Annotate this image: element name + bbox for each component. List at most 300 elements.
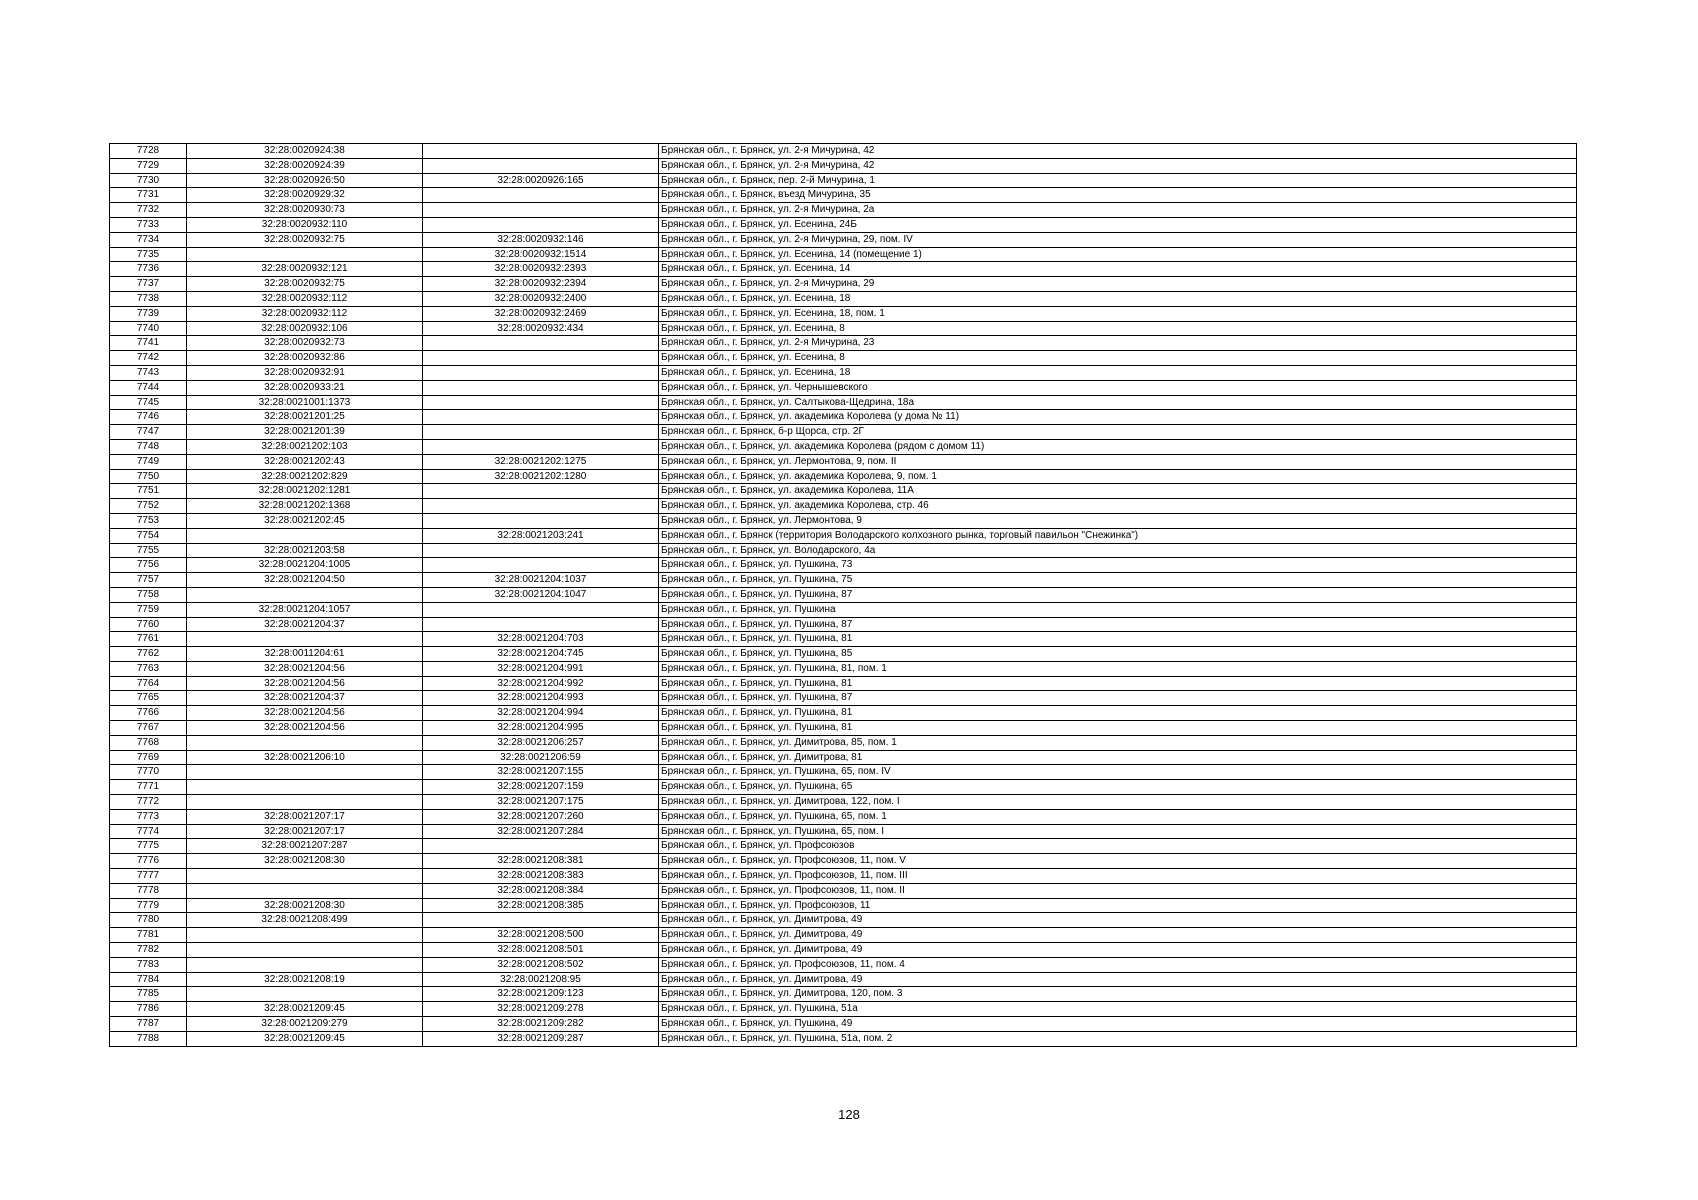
row-number-cell: 7737 — [110, 277, 187, 292]
object-cadastral-number-cell — [423, 217, 659, 232]
land-cadastral-number-cell: 32:28:0021208:30 — [187, 898, 423, 913]
row-number-cell: 7729 — [110, 158, 187, 173]
row-number-cell: 7764 — [110, 676, 187, 691]
table-row — [110, 957, 1577, 972]
land-cadastral-number-cell: 32:28:0020932:75 — [187, 232, 423, 247]
object-cadastral-number-cell: 32:28:0021202:1280 — [423, 469, 659, 484]
address-cell: Брянская обл., г. Брянск, ул. Есенина, 24Б — [659, 217, 1577, 232]
table-row — [110, 765, 1577, 780]
address-cell: Брянская обл., г. Брянск, ул. Димитрова, 120, пом. 3 — [659, 987, 1577, 1002]
object-cadastral-number-cell: 32:28:0021208:501 — [423, 943, 659, 958]
address-cell: Брянская обл., г. Брянск, ул. Пушкина, 65 — [659, 780, 1577, 795]
land-cadastral-number-cell: 32:28:0021204:1057 — [187, 602, 423, 617]
address-cell: Брянская обл., г. Брянск, ул. 2-я Мичурина, 29, пом. IV — [659, 232, 1577, 247]
object-cadastral-number-cell — [423, 336, 659, 351]
object-cadastral-number-cell: 32:28:0021204:992 — [423, 676, 659, 691]
land-cadastral-number-cell — [187, 587, 423, 602]
table-row — [110, 750, 1577, 765]
object-cadastral-number-cell — [423, 158, 659, 173]
object-cadastral-number-cell: 32:28:0021206:257 — [423, 735, 659, 750]
row-number-cell: 7788 — [110, 1031, 187, 1046]
address-cell: Брянская обл., г. Брянск, ул. Пушкина, 65, пом. IV — [659, 765, 1577, 780]
address-cell: Брянская обл., г. Брянск, ул. 2-я Мичурина, 29 — [659, 277, 1577, 292]
address-cell: Брянская обл., г. Брянск, ул. Димитрова, 49 — [659, 913, 1577, 928]
object-cadastral-number-cell — [423, 380, 659, 395]
address-cell: Брянская обл., г. Брянск, ул. Лермонтова, 9, пом. II — [659, 454, 1577, 469]
table-row — [110, 839, 1577, 854]
table-row — [110, 883, 1577, 898]
object-cadastral-number-cell: 32:28:0021207:175 — [423, 795, 659, 810]
land-cadastral-number-cell: 32:28:0021207:287 — [187, 839, 423, 854]
object-cadastral-number-cell: 32:28:0021209:123 — [423, 987, 659, 1002]
table-row — [110, 706, 1577, 721]
object-cadastral-number-cell: 32:28:0021206:59 — [423, 750, 659, 765]
row-number-cell: 7747 — [110, 425, 187, 440]
object-cadastral-number-cell: 32:28:0021204:993 — [423, 691, 659, 706]
row-number-cell: 7772 — [110, 795, 187, 810]
land-cadastral-number-cell: 32:28:0020933:21 — [187, 380, 423, 395]
table-row — [110, 351, 1577, 366]
table-row — [110, 558, 1577, 573]
land-cadastral-number-cell: 32:28:0021204:56 — [187, 721, 423, 736]
row-number-cell: 7771 — [110, 780, 187, 795]
land-cadastral-number-cell — [187, 528, 423, 543]
row-number-cell: 7745 — [110, 395, 187, 410]
address-cell: Брянская обл., г. Брянск, ул. Лермонтова, 9 — [659, 513, 1577, 528]
land-cadastral-number-cell: 32:28:0011204:61 — [187, 647, 423, 662]
row-number-cell: 7762 — [110, 647, 187, 662]
table-row — [110, 306, 1577, 321]
object-cadastral-number-cell: 32:28:0021209:287 — [423, 1031, 659, 1046]
address-cell: Брянская обл., г. Брянск, ул. Есенина, 18, пом. 1 — [659, 306, 1577, 321]
row-number-cell: 7781 — [110, 928, 187, 943]
land-cadastral-number-cell: 32:28:0021202:1368 — [187, 499, 423, 514]
address-cell: Брянская обл., г. Брянск, ул. Пушкина, 81 — [659, 721, 1577, 736]
land-cadastral-number-cell: 32:28:0020932:75 — [187, 277, 423, 292]
row-number-cell: 7754 — [110, 528, 187, 543]
page-number: 128 — [838, 1107, 860, 1122]
address-cell: Брянская обл., г. Брянск, ул. Салтыкова-Щедрина, 18а — [659, 395, 1577, 410]
row-number-cell: 7731 — [110, 188, 187, 203]
land-cadastral-number-cell: 32:28:0021207:17 — [187, 809, 423, 824]
row-number-cell: 7751 — [110, 484, 187, 499]
address-cell: Брянская обл., г. Брянск, ул. Пушкина, 73 — [659, 558, 1577, 573]
land-cadastral-number-cell: 32:28:0020932:91 — [187, 365, 423, 380]
row-number-cell: 7776 — [110, 854, 187, 869]
table-row — [110, 439, 1577, 454]
table-row — [110, 365, 1577, 380]
row-number-cell: 7770 — [110, 765, 187, 780]
object-cadastral-number-cell: 32:28:0021204:994 — [423, 706, 659, 721]
table-row — [110, 854, 1577, 869]
address-cell: Брянская обл., г. Брянск, ул. 2-я Мичурина, 42 — [659, 158, 1577, 173]
table-row — [110, 425, 1577, 440]
address-cell: Брянская обл., г. Брянск, ул. Профсоюзов — [659, 839, 1577, 854]
table-row — [110, 602, 1577, 617]
land-cadastral-number-cell: 32:28:0021202:43 — [187, 454, 423, 469]
land-cadastral-number-cell: 32:28:0020932:121 — [187, 262, 423, 277]
land-cadastral-number-cell: 32:28:0021206:10 — [187, 750, 423, 765]
registry-table-body — [110, 144, 1577, 1047]
row-number-cell: 7742 — [110, 351, 187, 366]
row-number-cell: 7761 — [110, 632, 187, 647]
table-row — [110, 1002, 1577, 1017]
row-number-cell: 7744 — [110, 380, 187, 395]
land-cadastral-number-cell: 32:28:0020926:50 — [187, 173, 423, 188]
object-cadastral-number-cell: 32:28:0021204:703 — [423, 632, 659, 647]
table-row — [110, 513, 1577, 528]
address-cell: Брянская обл., г. Брянск, ул. Пушкина, 65, пом. 1 — [659, 809, 1577, 824]
address-cell: Брянская обл., г. Брянск, ул. Димитрова, 49 — [659, 943, 1577, 958]
object-cadastral-number-cell — [423, 839, 659, 854]
table-row — [110, 188, 1577, 203]
table-row — [110, 795, 1577, 810]
address-cell: Брянская обл., г. Брянск, ул. Пушкина, 81 — [659, 632, 1577, 647]
row-number-cell: 7730 — [110, 173, 187, 188]
land-cadastral-number-cell: 32:28:0021209:45 — [187, 1031, 423, 1046]
row-number-cell: 7773 — [110, 809, 187, 824]
land-cadastral-number-cell: 32:28:0021208:30 — [187, 854, 423, 869]
land-cadastral-number-cell — [187, 957, 423, 972]
land-cadastral-number-cell: 32:28:0020932:110 — [187, 217, 423, 232]
row-number-cell: 7777 — [110, 869, 187, 884]
table-row — [110, 972, 1577, 987]
row-number-cell: 7746 — [110, 410, 187, 425]
object-cadastral-number-cell: 32:28:0021207:284 — [423, 824, 659, 839]
row-number-cell: 7734 — [110, 232, 187, 247]
land-cadastral-number-cell — [187, 632, 423, 647]
row-number-cell: 7766 — [110, 706, 187, 721]
address-cell: Брянская обл., г. Брянск, ул. Володарского, 4а — [659, 543, 1577, 558]
row-number-cell: 7768 — [110, 735, 187, 750]
object-cadastral-number-cell: 32:28:0021208:502 — [423, 957, 659, 972]
row-number-cell: 7743 — [110, 365, 187, 380]
object-cadastral-number-cell — [423, 558, 659, 573]
address-cell: Брянская обл., г. Брянск, ул. Профсоюзов, 11, пом. V — [659, 854, 1577, 869]
row-number-cell: 7756 — [110, 558, 187, 573]
object-cadastral-number-cell: 32:28:0021207:159 — [423, 780, 659, 795]
table-row — [110, 573, 1577, 588]
address-cell: Брянская обл., г. Брянск, ул. Димитрова, 122, пом. I — [659, 795, 1577, 810]
address-cell: Брянская обл., г. Брянск, ул. Пушкина, 85 — [659, 647, 1577, 662]
address-cell: Брянская обл., г. Брянск, ул. Пушкина, 87 — [659, 587, 1577, 602]
land-cadastral-number-cell — [187, 765, 423, 780]
table-row — [110, 528, 1577, 543]
address-cell: Брянская обл., г. Брянск, въезд Мичурина, 35 — [659, 188, 1577, 203]
table-row — [110, 647, 1577, 662]
table-row — [110, 928, 1577, 943]
row-number-cell: 7728 — [110, 144, 187, 159]
row-number-cell: 7760 — [110, 617, 187, 632]
land-cadastral-number-cell — [187, 987, 423, 1002]
address-cell: Брянская обл., г. Брянск, ул. академика Королева (у дома № 11) — [659, 410, 1577, 425]
land-cadastral-number-cell: 32:28:0021203:58 — [187, 543, 423, 558]
table-row — [110, 217, 1577, 232]
row-number-cell: 7757 — [110, 573, 187, 588]
table-row — [110, 587, 1577, 602]
object-cadastral-number-cell: 32:28:0021204:745 — [423, 647, 659, 662]
object-cadastral-number-cell: 32:28:0021208:381 — [423, 854, 659, 869]
address-cell: Брянская обл., г. Брянск (территория Володарского колхозного рынка, торговый павильон "Снежинка") — [659, 528, 1577, 543]
object-cadastral-number-cell: 32:28:0021202:1275 — [423, 454, 659, 469]
land-cadastral-number-cell: 32:28:0021202:103 — [187, 439, 423, 454]
land-cadastral-number-cell: 32:28:0020924:38 — [187, 144, 423, 159]
object-cadastral-number-cell: 32:28:0021204:991 — [423, 661, 659, 676]
row-number-cell: 7775 — [110, 839, 187, 854]
table-row — [110, 262, 1577, 277]
object-cadastral-number-cell: 32:28:0021209:282 — [423, 1017, 659, 1032]
land-cadastral-number-cell: 32:28:0021204:37 — [187, 691, 423, 706]
row-number-cell: 7784 — [110, 972, 187, 987]
table-row — [110, 898, 1577, 913]
row-number-cell: 7750 — [110, 469, 187, 484]
address-cell: Брянская обл., г. Брянск, ул. Димитрова, 49 — [659, 972, 1577, 987]
row-number-cell: 7749 — [110, 454, 187, 469]
table-row — [110, 499, 1577, 514]
table-row — [110, 291, 1577, 306]
row-number-cell: 7782 — [110, 943, 187, 958]
address-cell: Брянская обл., г. Брянск, ул. Есенина, 14 — [659, 262, 1577, 277]
row-number-cell: 7786 — [110, 1002, 187, 1017]
address-cell: Брянская обл., г. Брянск, ул. Есенина, 18 — [659, 291, 1577, 306]
object-cadastral-number-cell — [423, 410, 659, 425]
row-number-cell: 7753 — [110, 513, 187, 528]
row-number-cell: 7778 — [110, 883, 187, 898]
table-row — [110, 780, 1577, 795]
table-row — [110, 661, 1577, 676]
object-cadastral-number-cell — [423, 602, 659, 617]
address-cell: Брянская обл., г. Брянск, ул. Пушкина, 51а, пом. 2 — [659, 1031, 1577, 1046]
object-cadastral-number-cell — [423, 484, 659, 499]
row-number-cell: 7783 — [110, 957, 187, 972]
row-number-cell: 7735 — [110, 247, 187, 262]
object-cadastral-number-cell: 32:28:0020932:2400 — [423, 291, 659, 306]
land-cadastral-number-cell — [187, 735, 423, 750]
table-row — [110, 632, 1577, 647]
row-number-cell: 7787 — [110, 1017, 187, 1032]
land-cadastral-number-cell — [187, 780, 423, 795]
object-cadastral-number-cell: 32:28:0020932:2394 — [423, 277, 659, 292]
address-cell: Брянская обл., г. Брянск, пер. 2-й Мичурина, 1 — [659, 173, 1577, 188]
address-cell: Брянская обл., г. Брянск, ул. Пушкина, 49 — [659, 1017, 1577, 1032]
row-number-cell: 7765 — [110, 691, 187, 706]
address-cell: Брянская обл., г. Брянск, ул. Пушкина, 81, пом. 1 — [659, 661, 1577, 676]
row-number-cell: 7739 — [110, 306, 187, 321]
land-cadastral-number-cell — [187, 943, 423, 958]
object-cadastral-number-cell — [423, 395, 659, 410]
land-cadastral-number-cell: 32:28:0021208:499 — [187, 913, 423, 928]
table-row — [110, 158, 1577, 173]
land-cadastral-number-cell: 32:28:0021001:1373 — [187, 395, 423, 410]
land-cadastral-number-cell: 32:28:0020924:39 — [187, 158, 423, 173]
row-number-cell: 7758 — [110, 587, 187, 602]
address-cell: Брянская обл., г. Брянск, ул. академика Королева (рядом с домом 11) — [659, 439, 1577, 454]
land-cadastral-number-cell: 32:28:0020932:112 — [187, 306, 423, 321]
address-cell: Брянская обл., г. Брянск, ул. академика Королева, стр. 46 — [659, 499, 1577, 514]
table-row — [110, 336, 1577, 351]
land-cadastral-number-cell: 32:28:0021204:56 — [187, 676, 423, 691]
address-cell: Брянская обл., г. Брянск, ул. Есенина, 8 — [659, 351, 1577, 366]
land-cadastral-number-cell: 32:28:0021204:1005 — [187, 558, 423, 573]
address-cell: Брянская обл., г. Брянск, ул. академика Королева, 11А — [659, 484, 1577, 499]
address-cell: Брянская обл., г. Брянск, ул. Есенина, 18 — [659, 365, 1577, 380]
table-row — [110, 232, 1577, 247]
table-row — [110, 144, 1577, 159]
row-number-cell: 7785 — [110, 987, 187, 1002]
address-cell: Брянская обл., г. Брянск, ул. Профсоюзов, 11, пом. II — [659, 883, 1577, 898]
object-cadastral-number-cell — [423, 144, 659, 159]
land-cadastral-number-cell: 32:28:0021201:25 — [187, 410, 423, 425]
row-number-cell: 7780 — [110, 913, 187, 928]
land-cadastral-number-cell: 32:28:0020932:106 — [187, 321, 423, 336]
row-number-cell: 7733 — [110, 217, 187, 232]
object-cadastral-number-cell: 32:28:0021204:1037 — [423, 573, 659, 588]
land-cadastral-number-cell — [187, 795, 423, 810]
address-cell: Брянская обл., г. Брянск, ул. Пушкина, 51а — [659, 1002, 1577, 1017]
address-cell: Брянская обл., г. Брянск, ул. Пушкина, 65, пом. I — [659, 824, 1577, 839]
address-cell: Брянская обл., г. Брянск, ул. Есенина, 8 — [659, 321, 1577, 336]
object-cadastral-number-cell — [423, 513, 659, 528]
row-number-cell: 7732 — [110, 203, 187, 218]
table-row — [110, 943, 1577, 958]
land-cadastral-number-cell: 32:28:0021202:829 — [187, 469, 423, 484]
row-number-cell: 7755 — [110, 543, 187, 558]
object-cadastral-number-cell — [423, 913, 659, 928]
object-cadastral-number-cell — [423, 351, 659, 366]
address-cell: Брянская обл., г. Брянск, б-р Щорса, стр. 2Г — [659, 425, 1577, 440]
object-cadastral-number-cell — [423, 439, 659, 454]
land-cadastral-number-cell: 32:28:0021204:56 — [187, 706, 423, 721]
table-row — [110, 454, 1577, 469]
row-number-cell: 7779 — [110, 898, 187, 913]
table-row — [110, 543, 1577, 558]
land-cadastral-number-cell: 32:28:0021202:1281 — [187, 484, 423, 499]
table-row — [110, 617, 1577, 632]
object-cadastral-number-cell: 32:28:0020932:1514 — [423, 247, 659, 262]
object-cadastral-number-cell: 32:28:0021208:500 — [423, 928, 659, 943]
address-cell: Брянская обл., г. Брянск, ул. Пушкина, 81 — [659, 676, 1577, 691]
address-cell: Брянская обл., г. Брянск, ул. Чернышевского — [659, 380, 1577, 395]
land-cadastral-number-cell — [187, 928, 423, 943]
object-cadastral-number-cell — [423, 617, 659, 632]
object-cadastral-number-cell: 32:28:0021208:385 — [423, 898, 659, 913]
land-cadastral-number-cell: 32:28:0020929:32 — [187, 188, 423, 203]
table-row — [110, 913, 1577, 928]
address-cell: Брянская обл., г. Брянск, ул. Есенина, 14 (помещение 1) — [659, 247, 1577, 262]
table-row — [110, 869, 1577, 884]
table-row — [110, 380, 1577, 395]
object-cadastral-number-cell: 32:28:0020932:2469 — [423, 306, 659, 321]
row-number-cell: 7769 — [110, 750, 187, 765]
address-cell: Брянская обл., г. Брянск, ул. Пушкина, 81 — [659, 706, 1577, 721]
object-cadastral-number-cell — [423, 499, 659, 514]
land-cadastral-number-cell: 32:28:0021201:39 — [187, 425, 423, 440]
land-cadastral-number-cell: 32:28:0020932:112 — [187, 291, 423, 306]
object-cadastral-number-cell: 32:28:0021208:384 — [423, 883, 659, 898]
land-cadastral-number-cell — [187, 247, 423, 262]
object-cadastral-number-cell: 32:28:0021208:383 — [423, 869, 659, 884]
address-cell: Брянская обл., г. Брянск, ул. Пушкина, 75 — [659, 573, 1577, 588]
address-cell: Брянская обл., г. Брянск, ул. Пушкина, 87 — [659, 691, 1577, 706]
object-cadastral-number-cell: 32:28:0021204:995 — [423, 721, 659, 736]
table-row — [110, 1017, 1577, 1032]
land-cadastral-number-cell: 32:28:0021208:19 — [187, 972, 423, 987]
object-cadastral-number-cell: 32:28:0021203:241 — [423, 528, 659, 543]
table-row — [110, 1031, 1577, 1046]
object-cadastral-number-cell: 32:28:0021204:1047 — [423, 587, 659, 602]
address-cell: Брянская обл., г. Брянск, ул. Димитрова, 85, пом. 1 — [659, 735, 1577, 750]
row-number-cell: 7767 — [110, 721, 187, 736]
table-row — [110, 410, 1577, 425]
object-cadastral-number-cell — [423, 425, 659, 440]
address-cell: Брянская обл., г. Брянск, ул. Димитрова, 49 — [659, 928, 1577, 943]
registry-table — [109, 143, 1577, 1047]
table-row — [110, 203, 1577, 218]
address-cell: Брянская обл., г. Брянск, ул. Профсоюзов, 11, пом. III — [659, 869, 1577, 884]
land-cadastral-number-cell: 32:28:0021207:17 — [187, 824, 423, 839]
land-cadastral-number-cell — [187, 869, 423, 884]
object-cadastral-number-cell — [423, 543, 659, 558]
object-cadastral-number-cell: 32:28:0021209:278 — [423, 1002, 659, 1017]
row-number-cell: 7738 — [110, 291, 187, 306]
land-cadastral-number-cell: 32:28:0021204:56 — [187, 661, 423, 676]
table-row — [110, 721, 1577, 736]
object-cadastral-number-cell: 32:28:0020932:2393 — [423, 262, 659, 277]
land-cadastral-number-cell: 32:28:0021209:45 — [187, 1002, 423, 1017]
land-cadastral-number-cell: 32:28:0021204:37 — [187, 617, 423, 632]
address-cell: Брянская обл., г. Брянск, ул. Димитрова, 81 — [659, 750, 1577, 765]
table-row — [110, 824, 1577, 839]
object-cadastral-number-cell: 32:28:0021208:95 — [423, 972, 659, 987]
object-cadastral-number-cell: 32:28:0020926:165 — [423, 173, 659, 188]
table-row — [110, 277, 1577, 292]
address-cell: Брянская обл., г. Брянск, ул. академика Королева, 9, пом. 1 — [659, 469, 1577, 484]
object-cadastral-number-cell: 32:28:0021207:260 — [423, 809, 659, 824]
address-cell: Брянская обл., г. Брянск, ул. 2-я Мичурина, 42 — [659, 144, 1577, 159]
row-number-cell: 7752 — [110, 499, 187, 514]
table-row — [110, 173, 1577, 188]
address-cell: Брянская обл., г. Брянск, ул. Пушкина — [659, 602, 1577, 617]
object-cadastral-number-cell: 32:28:0020932:146 — [423, 232, 659, 247]
object-cadastral-number-cell: 32:28:0021207:155 — [423, 765, 659, 780]
object-cadastral-number-cell — [423, 365, 659, 380]
row-number-cell: 7736 — [110, 262, 187, 277]
land-cadastral-number-cell: 32:28:0021209:279 — [187, 1017, 423, 1032]
object-cadastral-number-cell — [423, 203, 659, 218]
object-cadastral-number-cell — [423, 188, 659, 203]
row-number-cell: 7774 — [110, 824, 187, 839]
land-cadastral-number-cell: 32:28:0020930:73 — [187, 203, 423, 218]
address-cell: Брянская обл., г. Брянск, ул. Пушкина, 87 — [659, 617, 1577, 632]
land-cadastral-number-cell: 32:28:0021202:45 — [187, 513, 423, 528]
table-row — [110, 691, 1577, 706]
land-cadastral-number-cell: 32:28:0021204:50 — [187, 573, 423, 588]
row-number-cell: 7741 — [110, 336, 187, 351]
table-row — [110, 247, 1577, 262]
table-row — [110, 987, 1577, 1002]
row-number-cell: 7748 — [110, 439, 187, 454]
address-cell: Брянская обл., г. Брянск, ул. 2-я Мичурина, 2а — [659, 203, 1577, 218]
table-row — [110, 321, 1577, 336]
row-number-cell: 7763 — [110, 661, 187, 676]
land-cadastral-number-cell — [187, 883, 423, 898]
table-row — [110, 809, 1577, 824]
address-cell: Брянская обл., г. Брянск, ул. 2-я Мичурина, 23 — [659, 336, 1577, 351]
address-cell: Брянская обл., г. Брянск, ул. Профсоюзов, 11, пом. 4 — [659, 957, 1577, 972]
table-row — [110, 676, 1577, 691]
table-row — [110, 484, 1577, 499]
table-row — [110, 735, 1577, 750]
